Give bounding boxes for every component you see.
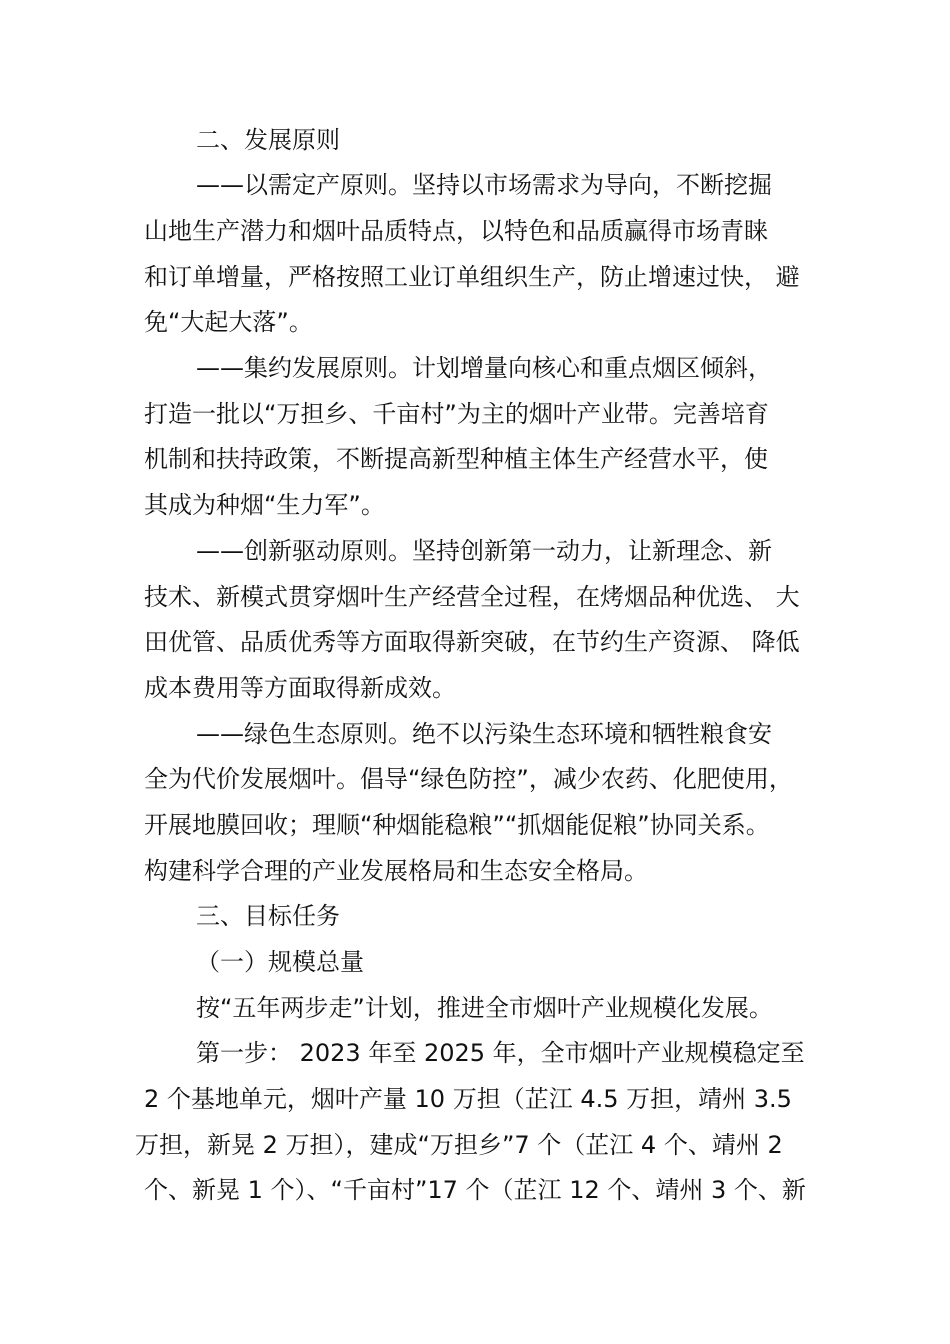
text-line: 技术、新模式贯穿烟叶生产经营全过程，在烤烟品种优选、 大 [144, 583, 800, 611]
text-line: 机制和扶持政策，不断提高新型种植主体生产经营水平，使 [144, 445, 768, 473]
text-line: 开展地膜回收；理顺“种烟能稳粮”“抓烟能促粮”协同关系。 [144, 811, 770, 839]
section-heading-principles: 二、发展原则 [196, 126, 340, 154]
subsection-heading-scale: （一）规模总量 [196, 948, 364, 976]
text-line: 万担，新晃 2 万担），建成“万担乡”7 个（芷江 4 个、靖州 2 [135, 1131, 783, 1159]
text-line: 构建科学合理的产业发展格局和生态安全格局。 [144, 857, 648, 885]
text-line: 个、新晃 1 个）、“千亩村”17 个（芷江 12 个、靖州 3 个、新 [144, 1176, 806, 1204]
text-line: ——集约发展原则。计划增量向核心和重点烟区倾斜， [196, 354, 772, 382]
text-line: 2 个基地单元，烟叶产量 10 万担（芷江 4.5 万担，靖州 3.5 [144, 1085, 792, 1113]
text-line: 第一步： 2023 年至 2025 年，全市烟叶产业规模稳定至 [196, 1039, 805, 1067]
text-line: 成本费用等方面取得新成效。 [144, 674, 456, 702]
text-line: 打造一批以“万担乡、千亩村”为主的烟叶产业带。完善培育 [144, 400, 769, 428]
text-line: 免“大起大落”。 [144, 308, 313, 336]
text-line: 按“五年两步走”计划，推进全市烟叶产业规模化发展。 [196, 994, 773, 1022]
text-line: ——以需定产原则。坚持以市场需求为导向，不断挖掘 [196, 171, 772, 199]
section-heading-targets: 三、目标任务 [196, 902, 340, 930]
text-line: ——绿色生态原则。绝不以污染生态环境和牺牲粮食安 [196, 720, 772, 748]
text-line: 和订单增量，严格按照工业订单组织生产，防止增速过快， 避 [144, 263, 800, 291]
text-line: 山地生产潜力和烟叶品质特点，以特色和品质赢得市场青睐 [144, 217, 768, 245]
text-line: 全为代价发展烟叶。倡导“绿色防控”，减少农药、化肥使用， [144, 765, 793, 793]
text-line: ——创新驱动原则。坚持创新第一动力，让新理念、新 [196, 537, 772, 565]
text-line: 其成为种烟“生力军”。 [144, 491, 385, 519]
text-line: 田优管、品质优秀等方面取得新突破，在节约生产资源、 降低 [144, 628, 800, 656]
